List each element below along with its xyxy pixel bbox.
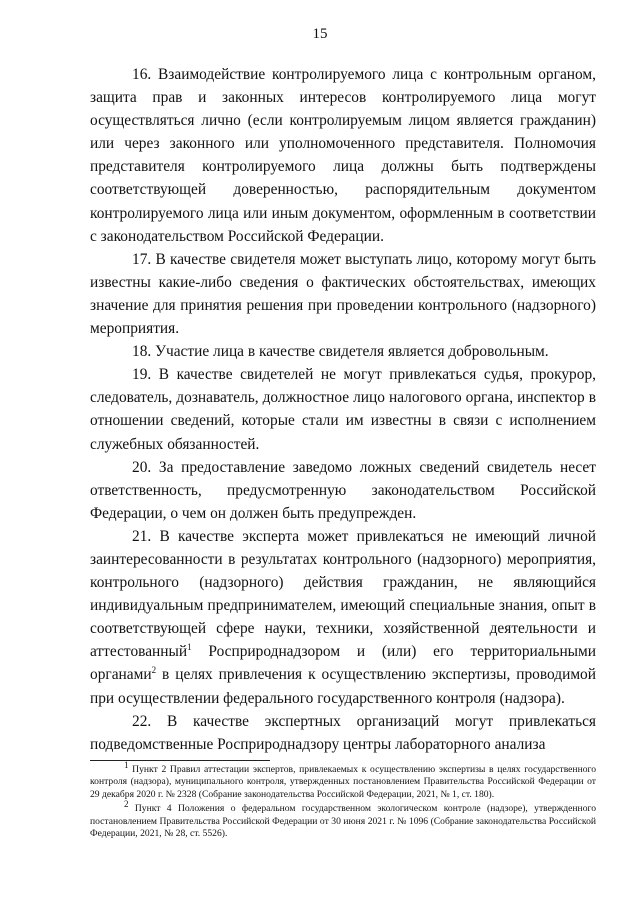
paragraph-21-text-3: в целях привлечения к осуществлению экспертизы, проводимой при осуществлении федерального государственного контроля (надзора). xyxy=(90,666,596,707)
paragraph-21-text-2: Росприроднадзором и (или) его территориальными органами xyxy=(90,643,596,684)
paragraph-19: 19. В качестве свидетелей не могут привлекаться судья, прокурор, следователь, дознаватель, должностное лицо налогового органа, инспектор в отношении сведений, которые стали им известны в связи с исполнением служебных обязанностей. xyxy=(90,366,596,453)
paragraph-21-text-1: 21. В качестве эксперта может привлекаться не имеющий личной заинтересованности в результатах контрольного (надзорного) мероприятия, контрольного (надзорного) действия гражданин, не являющийся индивидуальным предпринимателем, имеющий специальные знания, опыт в соответствующей сфере науки, техники, хозяйственной деятельности и аттестованный xyxy=(90,527,596,661)
footnote-1 xyxy=(90,759,596,801)
footnote-1-text: Пункт 2 Правил аттестации экспертов, привлекаемых к осуществлению экспертизы в целях государственного контроля (надзора), муниципального контроля, утвержденных постановлением Правительства Российской Федерации от 29 декабря 2020 г. № 2328 (Собрание законодательства Российской Федерации, 2021, № 1, ст. 180). xyxy=(90,764,596,800)
footnote-mark-1: 1 xyxy=(124,759,129,770)
footnote-2-text: Пункт 4 Положения о федеральном государственном экологическом контроле (надзоре), утвержденного постановлением Правительства Российской Федерации от 30 июня 2021 г. № 1096 (Собрание законодательства Российской Федерации, 2021, № 28, ст. 5526). xyxy=(90,803,596,840)
footnote-ref-1[interactable]: 1 xyxy=(187,642,192,653)
footnotes xyxy=(90,759,596,842)
paragraph-20: 20. За предоставление заведомо ложных сведений свидетель несет ответственность, предусмотренную законодательством Российской Федерации, о чем он должен быть предупрежден. xyxy=(90,458,596,522)
footnote-ref-2[interactable]: 2 xyxy=(151,665,157,676)
paragraph-16: 16. Взаимодействие контролируемого лица с контрольным органом, защита прав и законных интересов контролируемого лица могут осуществляться лично (если контролируемым лицом является гражданин) или через законного или уполномоченного представителя. Полномочия представителя контролируемого лица должны быть подтверждены соответствующей доверенностью, распорядительным документом контролируемого лица или иным документом, оформленным в соответствии с законодательством Российской Федерации. xyxy=(90,66,596,245)
footnote-mark-2: 2 xyxy=(124,799,129,810)
paragraph-17: 17. В качестве свидетеля может выступать лицо, которому могут быть известны какие-либо сведения о фактических обстоятельствах, имеющих значение для принятия решения при проведении контрольного (надзорного) мероприятия. xyxy=(90,250,596,338)
paragraph-22: 22. В качестве экспертных организаций могут привлекаться подведомственные Росприроднадзору центры лабораторного анализа xyxy=(90,712,596,753)
paragraph-21 xyxy=(90,525,596,710)
page-number: 15 xyxy=(312,26,328,42)
footnote-2 xyxy=(90,799,596,840)
footnote-separator xyxy=(90,760,270,761)
document-body xyxy=(90,63,596,756)
paragraph-18: 18. Участие лица в качестве свидетеля является добровольным. xyxy=(132,343,549,361)
